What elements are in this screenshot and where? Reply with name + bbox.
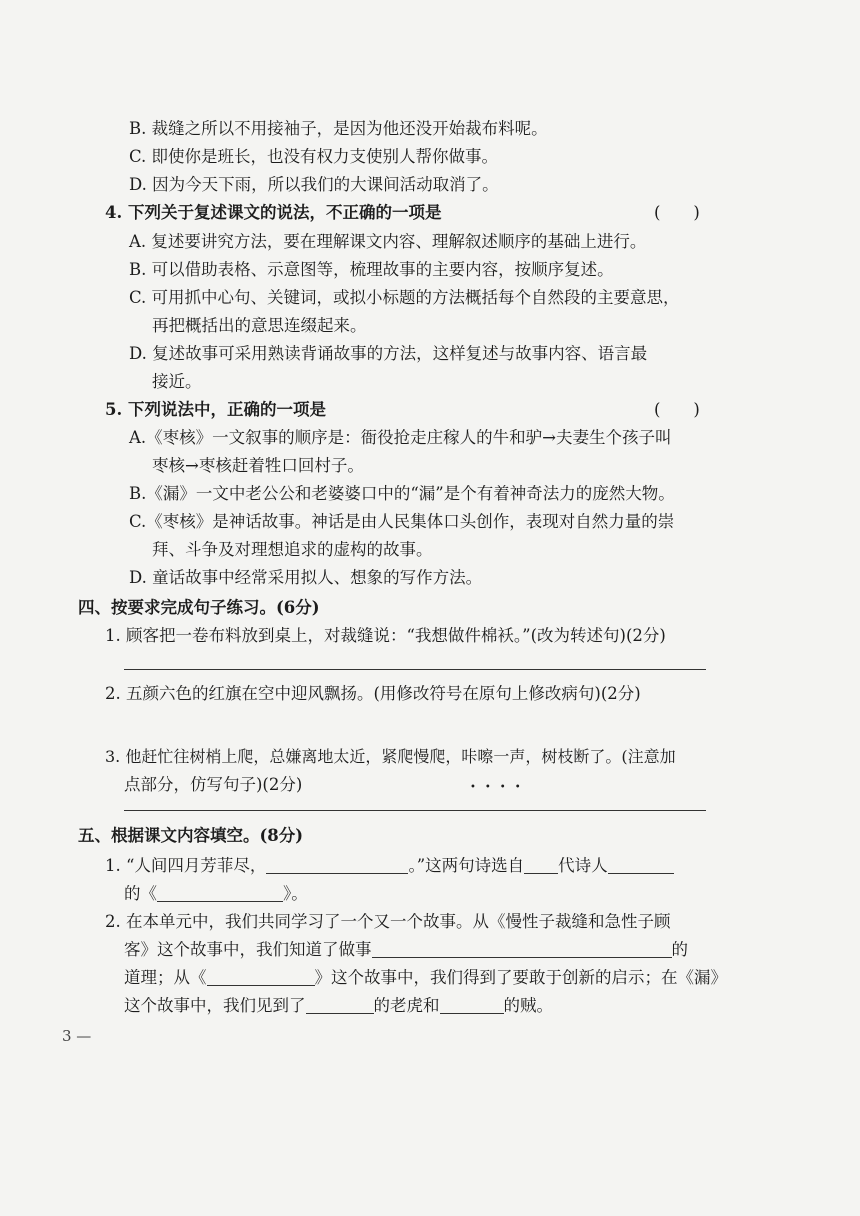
q5-answer-paren[interactable]: ( ): [654, 400, 700, 419]
dynasty-blank[interactable]: [524, 856, 558, 874]
section5-q2-part-3b: 》这个故事中，我们得到了要敢于创新的启示；在《漏》: [314, 968, 727, 987]
section5-q2-part-4c: 的贼。: [503, 996, 553, 1015]
section4-q2: 2. 五颜六色的红旗在空中迎风飘扬。(用修改符号在原句上修改病句)(2分): [105, 684, 641, 703]
section5-q2-line3: [124, 967, 727, 989]
q4-stem: 4. 下列关于复述课文的说法，不正确的一项是: [105, 203, 442, 222]
section4-q1: 1. 顾客把一卷布料放到桌上，对裁缝说：“我想做件棉袄。”(改为转述句)(2分): [105, 626, 666, 645]
q4-option-d-line1: D. 复述故事可采用熟读背诵故事的方法，这样复述与故事内容、语言最: [129, 344, 648, 363]
q3-option-b: B. 裁缝之所以不用接袖子，是因为他还没开始裁布料呢。: [129, 119, 548, 138]
poem-line-blank[interactable]: [266, 856, 408, 874]
q5-option-d: D. 童话故事中经常采用拟人、想象的写作方法。: [129, 568, 483, 587]
q5-option-a-line2: 枣核→枣核赶着牲口回村子。: [152, 456, 364, 475]
section5-q1-line1: [105, 855, 674, 877]
q4-option-d-line2: 接近。: [152, 372, 202, 391]
section4-q3-answer-line[interactable]: [124, 810, 706, 811]
section5-q2-part-3a: 道理；从《: [124, 968, 207, 987]
q5-option-c-line1: C.《枣核》是神话故事。神话是由人民集体口头创作，表现对自然力量的崇: [129, 512, 675, 531]
poem-title-blank[interactable]: [157, 884, 283, 902]
section5-q2-part-4a: 这个故事中，我们见到了: [124, 996, 306, 1015]
story-title-blank[interactable]: [207, 968, 315, 986]
section5-q1-part-e: 》。: [283, 884, 308, 903]
section5-q2-line4: [124, 995, 553, 1017]
q5-stem: 5. 下列说法中，正确的一项是: [105, 400, 326, 419]
q4-option-c-line2: 再把概括出的意思连缀起来。: [152, 316, 367, 335]
q5-option-c-line2: 拜、斗争及对理想追求的虚构的故事。: [152, 540, 433, 559]
section5-q2-part-4b: 的老虎和: [373, 996, 440, 1015]
thief-blank[interactable]: [440, 996, 504, 1014]
lesson-blank[interactable]: [372, 940, 672, 958]
q4-option-a: A. 复述要讲究方法，要在理解课文内容、理解叙述顺序的基础上进行。: [129, 232, 647, 251]
section5-q1-line2: [124, 883, 308, 905]
section4-q1-answer-line[interactable]: [124, 669, 706, 670]
section5-q2-line2: [124, 939, 688, 961]
section5-q1-part-d: 的《: [124, 884, 157, 903]
section4-q3-line2: 点部分，仿写句子)(2分): [124, 775, 303, 794]
poet-blank[interactable]: [608, 856, 674, 874]
emphasis-dots: ••••: [470, 782, 530, 793]
q3-option-d: D. 因为今天下雨，所以我们的大课间活动取消了。: [129, 175, 499, 194]
q5-option-b: B.《漏》一文中老公公和老婆婆口中的“漏”是个有着神奇法力的庞然大物。: [129, 484, 675, 503]
section5-title: 五、根据课文内容填空。(8分): [78, 826, 304, 845]
page-number: 3 —: [62, 1027, 92, 1045]
section5-q2-part-2a: 客》这个故事中，我们知道了做事: [124, 940, 372, 959]
q3-option-c: C. 即使你是班长，也没有权力支使别人帮你做事。: [129, 147, 499, 166]
tiger-blank[interactable]: [306, 996, 374, 1014]
section4-q3-line1: 3. 他赶忙往树梢上爬，总嫌离地太近，紧爬慢爬，咔嚓一声，树枝断了。(注意加: [105, 747, 676, 766]
q4-option-b: B. 可以借助表格、示意图等，梳理故事的主要内容，按顺序复述。: [129, 260, 614, 279]
section4-title: 四、按要求完成句子练习。(6分): [78, 598, 320, 617]
section5-q1-part-c: 代诗人: [558, 856, 608, 875]
q5-option-a-line1: A.《枣核》一文叙事的顺序是：衙役抢走庄稼人的牛和驴→夫妻生个孩子叫: [129, 428, 672, 447]
section5-q1-part-b: 。”这两句诗选自: [408, 856, 525, 875]
section5-q1-part-a: 1. “人间四月芳菲尽，: [105, 856, 267, 875]
q4-answer-paren[interactable]: ( ): [654, 203, 700, 222]
section5-q2-line1: 2. 在本单元中，我们共同学习了一个又一个故事。从《慢性子裁缝和急性子顾: [105, 912, 671, 931]
q4-option-c-line1: C. 可用抓中心句、关键词，或拟小标题的方法概括每个自然段的主要意思，: [129, 288, 680, 307]
section5-q2-part-2b: 的: [671, 940, 688, 959]
